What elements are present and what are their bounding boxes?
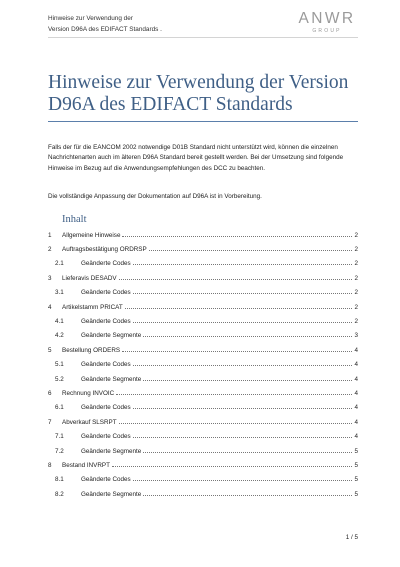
toc-entry-label: Lieferavis DESADV xyxy=(62,274,117,282)
toc-entry-label: Geänderte Codes xyxy=(81,361,131,369)
toc-dot-leader xyxy=(133,264,353,265)
toc-entry-page: 2 xyxy=(354,260,358,268)
toc-dot-leader xyxy=(119,423,353,424)
toc-entry-page: 4 xyxy=(354,389,358,397)
toc-entry-page: 5 xyxy=(354,476,358,484)
toc-heading: Inhalt xyxy=(62,214,87,225)
toc-entry[interactable] xyxy=(48,242,358,256)
toc-entry-number: 7.1 xyxy=(55,433,64,441)
status-paragraph: Die vollständige Anpassung der Dokumentation auf D96A ist in Vorbereitung. xyxy=(48,193,262,200)
toc-entry-number: 2.1 xyxy=(55,260,64,268)
toc-dot-leader xyxy=(112,466,353,467)
running-header-line-2: Version D96A des EDIFACT Standards . xyxy=(48,26,162,33)
document-title xyxy=(48,72,358,116)
toc-entry-label: Geänderte Codes xyxy=(81,404,131,412)
toc-entry-label: Bestellung ORDERS xyxy=(62,346,121,354)
toc-entry-number: 1 xyxy=(48,231,52,239)
toc-entry-page: 4 xyxy=(354,346,358,354)
toc-entry-label: Abverkauf SLSRPT xyxy=(62,418,117,426)
toc-dot-leader xyxy=(143,336,352,337)
intro-paragraph: Falls der für die EANCOM 2002 notwendige D01B Standard nicht unterstützt wird, können die einzelnen Nachrichtenarten auch im älteren D96A Standard bereit gestellt werden. Bei der Umsetzung sind folgende Hinweise im Bezug auf die Anwendungsempfehlungen des DCC zu beachten. xyxy=(48,144,344,172)
toc-entry-label: Geänderte Segmente xyxy=(81,490,142,498)
toc-entry[interactable] xyxy=(48,329,358,343)
toc-entry[interactable] xyxy=(48,314,358,328)
toc-entry-page: 5 xyxy=(354,490,358,498)
toc-entry[interactable] xyxy=(48,358,358,372)
toc-dot-leader xyxy=(133,437,353,438)
toc-entry-label: Auftragsbestätigung ORDRSP xyxy=(62,245,147,253)
toc-dot-leader xyxy=(143,495,352,496)
toc-entry-number: 4.1 xyxy=(55,317,64,325)
running-header xyxy=(48,13,162,35)
anwr-group-logo xyxy=(296,10,358,35)
toc-entry[interactable] xyxy=(48,487,358,501)
toc-dot-leader xyxy=(143,452,352,453)
toc-entry-page: 2 xyxy=(354,317,358,325)
toc-dot-leader xyxy=(116,394,352,395)
toc-entry-label: Rechnung INVOIC xyxy=(62,389,115,397)
toc-entry-number: 2 xyxy=(48,245,52,253)
toc-entry-label: Geänderte Codes xyxy=(81,433,131,441)
toc-entry-page: 4 xyxy=(354,404,358,412)
toc-entry-page: 5 xyxy=(354,461,358,469)
document-title-line-1: Hinweise zur Verwendung der Version xyxy=(48,72,349,93)
toc-entry-page: 3 xyxy=(354,332,358,340)
toc-dot-leader xyxy=(143,380,352,381)
page-number: 1 / 5 xyxy=(345,534,358,541)
toc-entry[interactable] xyxy=(48,257,358,271)
toc-dot-leader xyxy=(133,408,353,409)
toc-entry-label: Geänderte Segmente xyxy=(81,332,142,340)
toc-entry-label: Geänderte Codes xyxy=(81,260,131,268)
toc-entry-label: Bestand INVRPT xyxy=(62,461,110,469)
toc-entry-label: Geänderte Codes xyxy=(81,289,131,297)
toc-dot-leader xyxy=(122,236,352,237)
toc-entry-number: 6 xyxy=(48,389,52,397)
toc-dot-leader xyxy=(119,279,353,280)
toc-entry-number: 8 xyxy=(48,461,52,469)
toc-entry-number: 8.2 xyxy=(55,490,64,498)
toc-entry-number: 7 xyxy=(48,418,52,426)
toc-entry-page: 4 xyxy=(354,361,358,369)
toc-entry[interactable] xyxy=(48,228,358,242)
toc-dot-leader xyxy=(133,322,353,323)
toc-entry-page: 5 xyxy=(354,447,358,455)
toc-dot-leader xyxy=(133,480,353,481)
toc-entry-page: 2 xyxy=(354,231,358,239)
toc-entry[interactable] xyxy=(48,372,358,386)
header-divider xyxy=(48,37,358,38)
toc-entry[interactable] xyxy=(48,286,358,300)
toc-entry-number: 4 xyxy=(48,303,52,311)
toc-entry-number: 6.1 xyxy=(55,404,64,412)
toc-entry-label: Geänderte Segmente xyxy=(81,447,142,455)
toc-entry[interactable] xyxy=(48,271,358,285)
toc-entry-label: Geänderte Codes xyxy=(81,476,131,484)
toc-entry-number: 5.1 xyxy=(55,361,64,369)
toc-entry-label: Artikelstamm PRICAT xyxy=(62,303,123,311)
toc-entry[interactable] xyxy=(48,401,358,415)
toc-entry-page: 2 xyxy=(354,274,358,282)
toc-entry-number: 5 xyxy=(48,346,52,354)
toc-entry-number: 8.1 xyxy=(55,476,64,484)
toc-dot-leader xyxy=(133,293,353,294)
toc-entry-page: 4 xyxy=(354,433,358,441)
toc-entry-label: Allgemeine Hinweise xyxy=(62,231,121,239)
toc-entry[interactable] xyxy=(48,473,358,487)
title-underline xyxy=(48,121,358,122)
toc-entry-label: Geänderte Segmente xyxy=(81,375,142,383)
toc-entry[interactable] xyxy=(48,386,358,400)
toc-dot-leader xyxy=(122,351,352,352)
toc-dot-leader xyxy=(125,308,353,309)
running-header-line-1: Hinweise zur Verwendung der xyxy=(48,15,133,22)
logo-wordmark: ANWR xyxy=(298,10,356,27)
toc-entry-number: 3 xyxy=(48,274,52,282)
toc-entry[interactable] xyxy=(48,458,358,472)
toc-dot-leader xyxy=(133,365,353,366)
toc-entry[interactable] xyxy=(48,444,358,458)
logo-subline: GROUP xyxy=(312,28,342,34)
toc-entry-number: 4.2 xyxy=(55,332,64,340)
toc-entry-page: 2 xyxy=(354,303,358,311)
toc-dot-leader xyxy=(149,250,353,251)
toc-entry-number: 7.2 xyxy=(55,447,64,455)
toc-entry-page: 4 xyxy=(354,418,358,426)
toc-entry-number: 3.1 xyxy=(55,289,64,297)
toc-entry[interactable] xyxy=(48,415,358,429)
toc-entry[interactable] xyxy=(48,343,358,357)
toc-entry-label: Geänderte Codes xyxy=(81,317,131,325)
toc-entry-page: 4 xyxy=(354,375,358,383)
document-title-line-2: D96A des EDIFACT Standards xyxy=(48,94,293,115)
toc-entry[interactable] xyxy=(48,300,358,314)
toc-entry-number: 5.2 xyxy=(55,375,64,383)
toc-entry-page: 2 xyxy=(354,289,358,297)
toc-entry[interactable] xyxy=(48,430,358,444)
toc-entry-page: 2 xyxy=(354,245,358,253)
